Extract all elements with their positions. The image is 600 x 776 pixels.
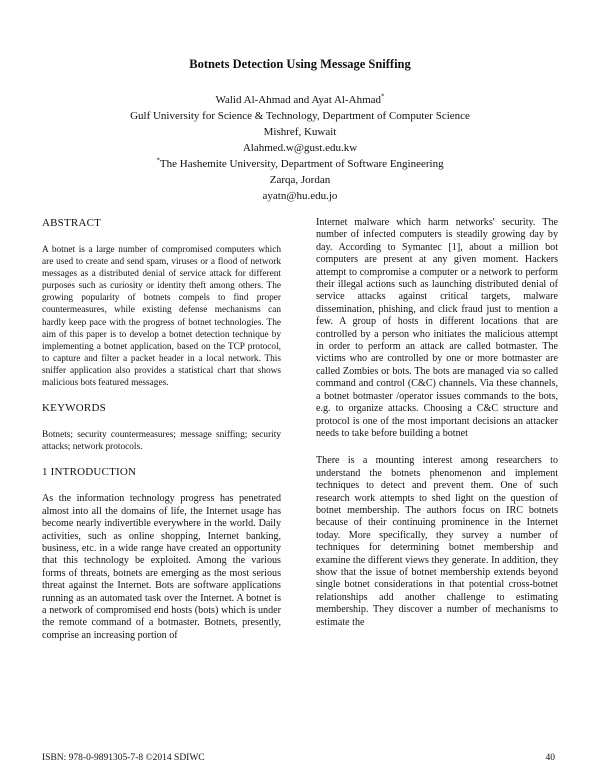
introduction-paragraph-1-continued: Internet malware which harm networks' security. The number of infected computers is steadily growing day by day. According to Symantec [1], about a million bot computers are present at any given moment. Hackers attempt to compromise a computer or a network to perform their illegal actions such as launching distributed denial of service attacks against critical targets, malware dissemination, phishing, and click fraud just to mention a few. A group of hosts in different locations that are controlled by a person who initiates the malicious attempt in order to perform an attack are called botmaster. The victims who are controlled by one or more botmaster are called Zombies or bots. The bots are managed via so called command and control (C&C) channels. Via these channels, a botnet botmaster /operator issues commands to the bots, e.g. to organize attacks. Choosing a C&C structure and protocol is one of the most important decisions an attacker needs to take before building a botnet [316,217,558,439]
right-column [316,217,558,629]
page-number: 40 [545,753,555,763]
isbn-footer: ISBN: 978-0-9891305-7-8 ©2014 SDIWC [42,753,205,763]
author-block [0,92,600,204]
email-1: Alahmed.w@gust.edu.kw [242,142,358,154]
affiliation-2: *The Hashemite University, Department of Software Engineering [156,156,444,170]
introduction-paragraph-1: As the information technology progress has penetrated almost into all the domains of life, the Internet usage has become nearly indivertible everywhere in the world. Daily activities, such as online shopping, Internet banking, business, etc. in a wide range have created an opportunity that this technology be exploited. Among the various forms of threats, botnets are emerging as the most serious threat against the Internet. Bots are software applications running as an automated task over the Internet. A botnet is a network of compromised end hosts (bots) which is under the remote command of a botmaster. Botnets, presently, comprise an increasing portion of [42,493,281,641]
paper-title: Botnets Detection Using Message Sniffing [189,57,411,71]
affiliation-footnote-mark: * [156,156,160,165]
keywords-text: Botnets; security countermeasures; message sniffing; security attacks; network protocols. [42,430,281,453]
affiliation-1: Gulf University for Science & Technology, Department of Computer Science [130,110,470,122]
introduction-paragraph-2: There is a mounting interest among researchers to understand the botnets phenomenon and implement techniques to detect and prevent them. One of such research work attempts to shed light on the question of botnet membership. The authors focus on IRC botnets because of their continuing prominence in the Internet today. More specifically, they survey a number of techniques for determining botnet membership and examine the different views they generate. In addition, they show that the issue of botnet membership extends beyond single botnet considerations in that potential cross-botnet relationships add another challenge to estimating membership. They discover a number of mechanisms to estimate the [316,455,558,628]
left-column [42,217,281,642]
abstract-text: A botnet is a large number of compromised computers which are used to create and send spam, viruses or a flood of network messages as a distributed denial of service attack for different purposes such as curiosity or identity theft among others. The growing popularity of botnets compels to find proper countermeasures, while existing defense mechanisms can hardly keep pace with the progress of botnet technologies. The aim of this paper is to develop a botnet detection technique by implementing a botnet application, based on the TCP protocol, to capture and filter a packet header in a local network. This sniffer application also provides a statistical chart that shows malicious bots featured messages. [42,245,281,389]
abstract-heading: ABSTRACT [42,217,102,229]
city-2: Zarqa, Jordan [269,174,331,186]
keywords-heading: KEYWORDS [42,402,106,415]
author-footnote-mark: * [381,92,385,101]
author-names: Walid Al-Ahmad and Ayat Al-Ahmad* [215,92,385,106]
email-2: ayatn@hu.edu.jo [262,190,338,202]
introduction-heading: 1 INTRODUCTION [42,466,137,479]
city-1: Mishref, Kuwait [263,126,337,138]
